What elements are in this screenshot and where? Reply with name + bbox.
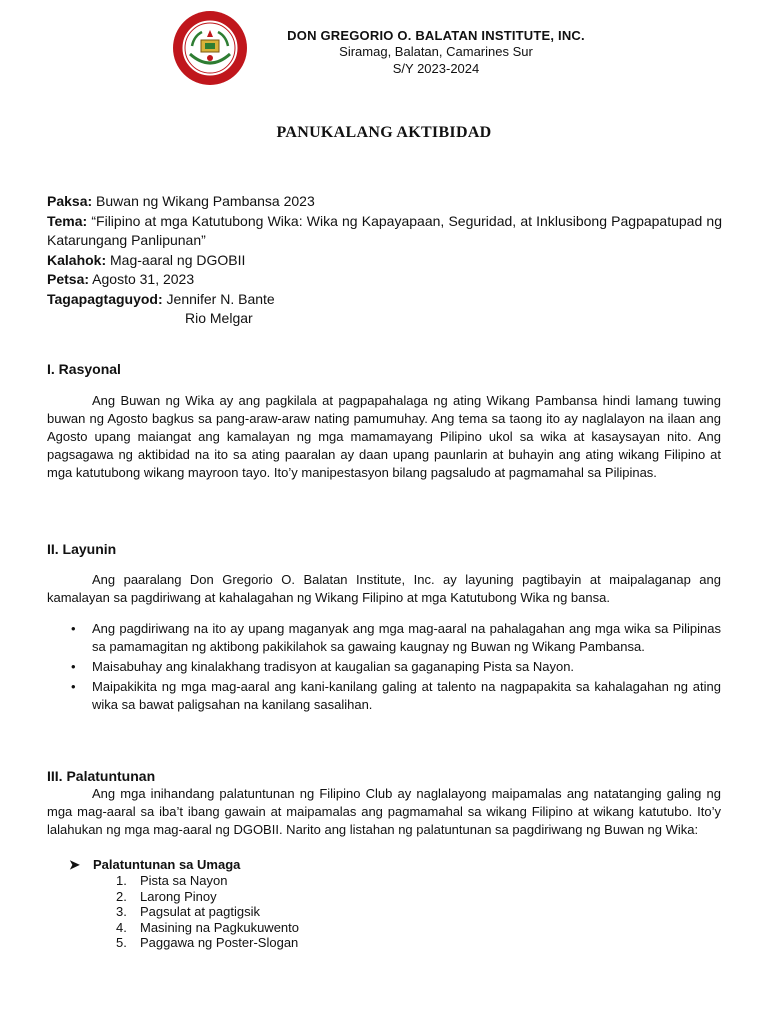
bullet-text: Maipakikita ng mga mag-aaral ang kani-kanilang galing at talento na nagpapakita sa kahalagahan ng ating wika sa bawat paligsahan na kanilang sasalihan. xyxy=(92,679,721,712)
rasyonal-paragraph: Ang Buwan ng Wika ay ang pagkilala at pagpapahalaga ng ating Wikang Pambansa hindi lamang tuwing buwan ng Agosto bagkus sa pang-araw-araw nating pamumuhay. Ang tema sa taong ito ay naglalayon na ilaan ang Agosto upang maiangat ang kamalayan ng mga mamamayang Pilipino ukol sa wika at kasaysayan nito. Ang pagsagawa ng aktibidad na ito sa ating paaralan ay daan upang paunlarin at buhayin ang ating wikang Filipino at mga katutubong wikang mayroon tayo. Ito’y manipestasyon bilang pagsaludo at pagmamahal sa Pilipinas. xyxy=(47,393,721,480)
tema-value: “Filipino at mga Katutubong Wika: Wika ng Kapayapaan, Seguridad, at Inklusibong Pagpapatupad ng Katarungang Panlipunan” xyxy=(47,212,722,248)
school-address: Siramag, Balatan, Camarines Sur xyxy=(339,44,533,59)
layunin-paragraph: Ang paaralang Don Gregorio O. Balatan Institute, Inc. ay layuning pagtibayin at maipalaganap ang kamalayan sa pagdiriwang at kahalagahan ng Wikang Filipino at mga Katutubong Wika ng bansa. xyxy=(47,572,721,605)
section-heading-palatuntunan: III. Palatuntunan xyxy=(47,768,156,784)
item-number: 2. xyxy=(116,888,127,904)
tagapagtaguyod-row xyxy=(47,290,722,310)
list-item xyxy=(47,658,721,676)
tagapagtaguyod-row-2 xyxy=(47,309,722,329)
item-number: 3. xyxy=(116,904,127,919)
list-item xyxy=(116,873,299,889)
bullet-icon: • xyxy=(71,659,76,674)
paksa-label: Paksa: xyxy=(47,193,93,209)
tema-label: Tema: xyxy=(47,212,88,229)
palatuntunan-paragraph: Ang mga inihandang palatuntunan ng Filipino Club ay naglalayong maipamalas ang natatanging galing ng mga mag-aaral sa iba’t ibang gawain at maipamalas ang pagmamahal sa wikang Filipino at wikang katutubo. Ito’y lalahukan ng mga mag-aaral ng DGOBII. Narito ang listahan ng palatuntunan sa pagdiriwang ng Buwan ng Wika: xyxy=(47,786,721,837)
sub-heading-label: Palatuntunan sa Umaga xyxy=(93,857,241,872)
petsa-value: Agosto 31, 2023 xyxy=(92,271,195,287)
school-name: DON GREGORIO O. BALATAN INSTITUTE, INC. xyxy=(287,28,585,43)
tema-row xyxy=(47,212,722,251)
list-item xyxy=(47,620,721,656)
tagapagtaguyod-label: Tagapagtaguyod: xyxy=(47,290,163,307)
bullet-text: Ang pagdiriwang na ito ay upang maganyak ang mga mag-aaral na pahalagahan ang mga wika sa Pilipinas sa pamamagitan ng aktibong pakikilahok sa gawaing kaugnay ng Buwan ng Wikang Pambansa. xyxy=(92,621,721,654)
list-item xyxy=(116,904,299,920)
layunin-bullet-list xyxy=(47,620,721,716)
item-number: 4. xyxy=(116,919,127,935)
petsa-label: Petsa: xyxy=(47,271,90,287)
school-logo xyxy=(172,10,248,86)
tagapagtaguyod-value-1: Jennifer N. Bante xyxy=(166,290,275,307)
item-text: Pagsulat at pagtigsik xyxy=(140,904,260,919)
document-title: PANUKALANG AKTIBIDAD xyxy=(276,124,492,141)
bullet-icon: • xyxy=(71,621,76,636)
tagapagtaguyod-value-2: Rio Melgar xyxy=(185,310,253,326)
item-text: Pista sa Nayon xyxy=(140,873,228,888)
sub-heading-umaga xyxy=(69,857,240,873)
paksa-row xyxy=(47,192,722,212)
bullet-icon: • xyxy=(71,679,76,694)
section-heading-rasyonal: I. Rasyonal xyxy=(47,361,121,377)
list-item xyxy=(116,920,299,936)
proposal-details xyxy=(47,192,722,329)
bullet-text: Maisabuhay ang kinalakhang tradisyon at kaugalian sa gaganaping Pista sa Nayon. xyxy=(92,659,575,674)
petsa-row xyxy=(47,270,722,290)
item-number: 1. xyxy=(116,873,127,888)
program-list xyxy=(116,873,299,951)
item-text: Masining na Pagkukuwento xyxy=(140,919,299,935)
list-item xyxy=(116,889,299,905)
section-heading-layunin: II. Layunin xyxy=(47,541,117,557)
arrow-bullet-icon: ➤ xyxy=(69,857,80,872)
kalahok-row xyxy=(47,251,722,271)
list-item xyxy=(47,678,721,714)
item-number: 5. xyxy=(116,935,127,950)
school-year: S/Y 2023-2024 xyxy=(392,61,480,76)
list-item xyxy=(116,935,299,951)
kalahok-value: Mag-aaral ng DGOBII xyxy=(110,251,246,268)
item-text: Paggawa ng Poster-Slogan xyxy=(140,935,299,950)
paksa-value: Buwan ng Wikang Pambansa 2023 xyxy=(96,193,315,209)
item-text: Larong Pinoy xyxy=(140,888,217,904)
kalahok-label: Kalahok: xyxy=(47,251,107,268)
